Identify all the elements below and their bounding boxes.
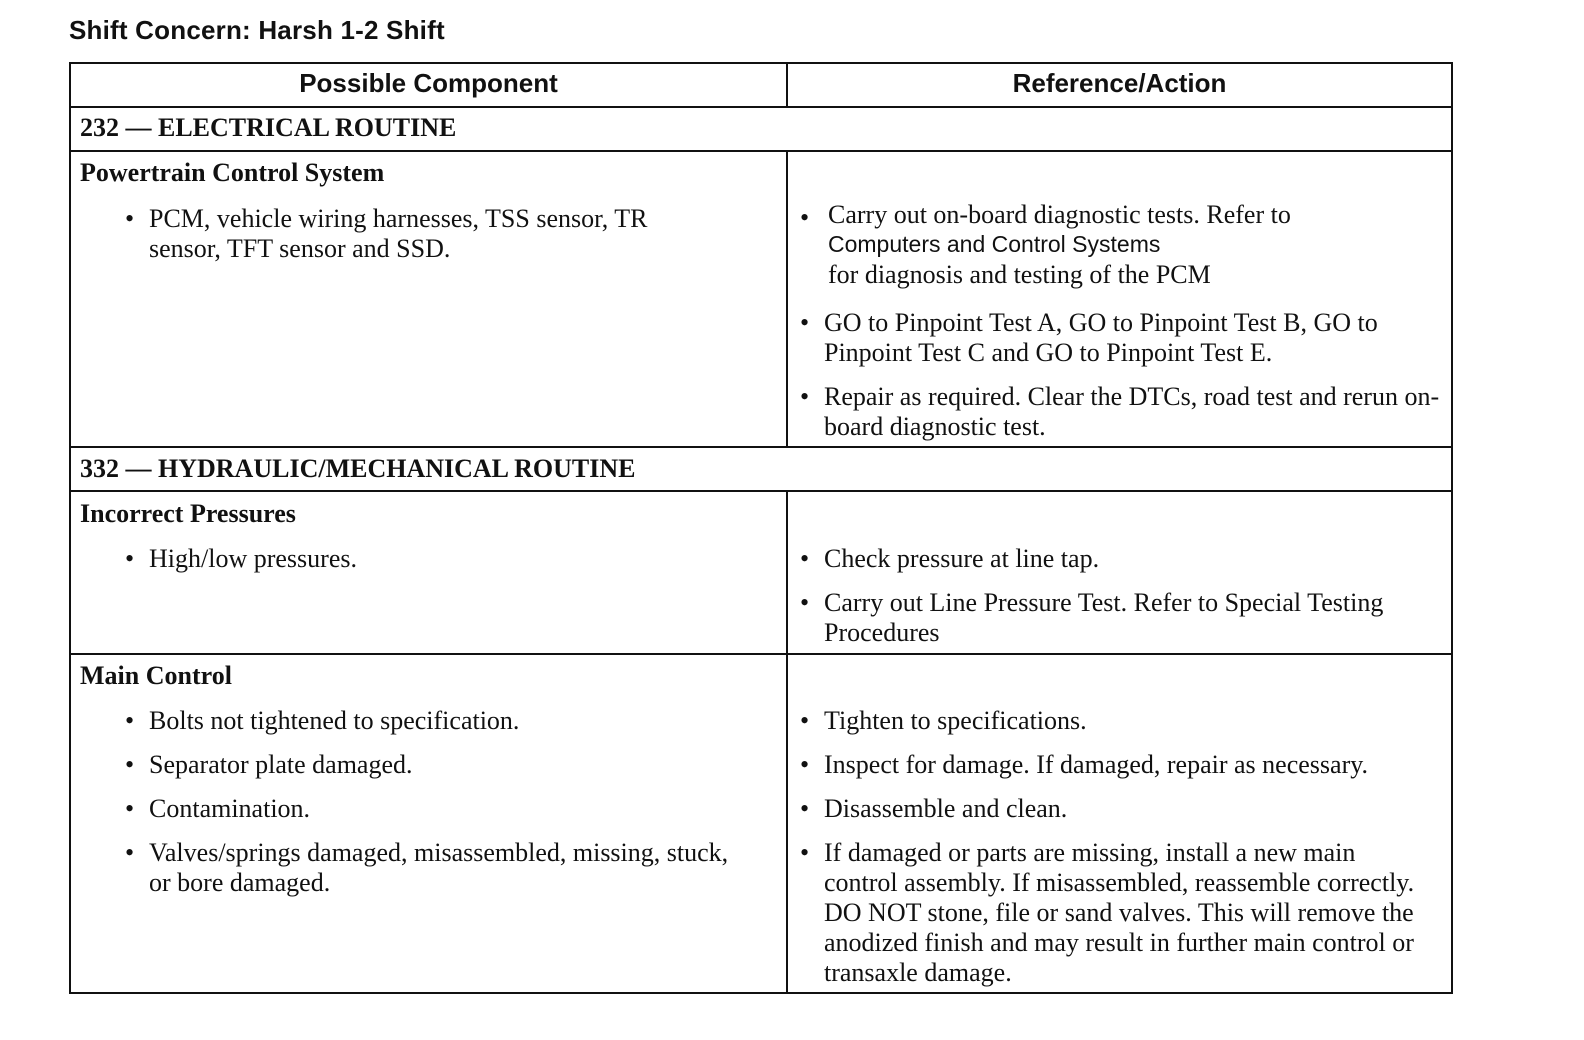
- bullet-icon: •: [800, 308, 810, 337]
- component-item: [125, 204, 725, 264]
- action-text: for diagnosis and testing of the PCM: [828, 260, 1211, 289]
- section-heading-electrical: 232 — ELECTRICAL ROUTINE: [80, 113, 457, 142]
- bullet-icon: •: [125, 838, 135, 867]
- action-text: Carry out on-board diagnostic tests. Refer to: [828, 200, 1291, 229]
- component-text: Valves/springs damaged, misassembled, missing, stuck, or bore damaged.: [149, 838, 729, 897]
- action-item: [800, 794, 1450, 824]
- bullet-icon: •: [800, 706, 810, 735]
- group-title-main-control: Main Control: [80, 661, 232, 690]
- action-text: Carry out Line Pressure Test. Refer to Special Testing Procedures: [824, 588, 1384, 647]
- action-text: Check pressure at line tap.: [824, 544, 1100, 573]
- action-item: [800, 838, 1430, 988]
- bullet-icon: •: [800, 750, 810, 779]
- bullet-icon: •: [800, 838, 810, 867]
- bullet-icon: •: [125, 750, 135, 779]
- bullet-icon: •: [800, 382, 810, 411]
- action-item: [800, 588, 1450, 648]
- bullet-icon: •: [800, 794, 810, 823]
- bullet-icon: •: [800, 588, 810, 617]
- component-text: Separator plate damaged.: [149, 750, 413, 779]
- component-item: [125, 544, 725, 574]
- diagnosis-table: [69, 62, 1453, 994]
- reference-link[interactable]: Computers and Control Systems: [828, 231, 1161, 257]
- section-divider: [71, 150, 1451, 152]
- group-divider: [71, 653, 1451, 655]
- column-divider: [786, 490, 788, 992]
- action-item: [800, 200, 1450, 292]
- action-text: Disassemble and clean.: [824, 794, 1068, 823]
- component-item: [125, 750, 725, 780]
- action-text: Repair as required. Clear the DTCs, road test and rerun on-board diagnostic test.: [824, 382, 1440, 441]
- action-item: [800, 706, 1450, 736]
- group-title-powertrain: Powertrain Control System: [80, 158, 385, 187]
- column-header-component: Possible Component: [299, 68, 558, 98]
- section-heading-hydraulic: 332 — HYDRAULIC/MECHANICAL ROUTINE: [80, 454, 636, 483]
- action-item: [800, 382, 1450, 442]
- component-text: Contamination.: [149, 794, 311, 823]
- action-item: [800, 750, 1450, 780]
- bullet-icon: •: [800, 544, 810, 573]
- bullet-icon: •: [125, 794, 135, 823]
- column-header-action: Reference/Action: [1012, 68, 1227, 98]
- bullet-icon: •: [800, 203, 810, 232]
- action-text: GO to Pinpoint Test A, GO to Pinpoint Test B, GO to Pinpoint Test C and GO to Pinpoint Test E.: [824, 308, 1378, 367]
- bullet-icon: •: [125, 204, 135, 233]
- header-divider: [71, 106, 1451, 108]
- component-text: Bolts not tightened to specification.: [149, 706, 520, 735]
- component-text: PCM, vehicle wiring harnesses, TSS sensor, TR sensor, TFT sensor and SSD.: [149, 204, 648, 263]
- section-divider: [71, 490, 1451, 492]
- action-text: Tighten to specifications.: [824, 706, 1087, 735]
- group-title-incorrect-pressures: Incorrect Pressures: [80, 499, 296, 528]
- component-item: [125, 794, 725, 824]
- component-item: [125, 838, 735, 898]
- section-divider: [71, 446, 1451, 448]
- bullet-icon: •: [125, 706, 135, 735]
- column-divider: [786, 150, 788, 446]
- bullet-icon: •: [125, 544, 135, 573]
- component-text: High/low pressures.: [149, 544, 357, 573]
- action-text: If damaged or parts are missing, install a new main control assembly. If misassembled, reassemble correctly. DO NOT stone, file or sand valves. This will remove the anodized finish and may result in further main control or transaxle damage.: [824, 838, 1415, 987]
- component-item: [125, 706, 725, 736]
- page-title: Shift Concern: Harsh 1-2 Shift: [69, 15, 445, 45]
- action-text: Inspect for damage. If damaged, repair as necessary.: [824, 750, 1369, 779]
- action-item: [800, 308, 1450, 368]
- action-item: [800, 544, 1450, 574]
